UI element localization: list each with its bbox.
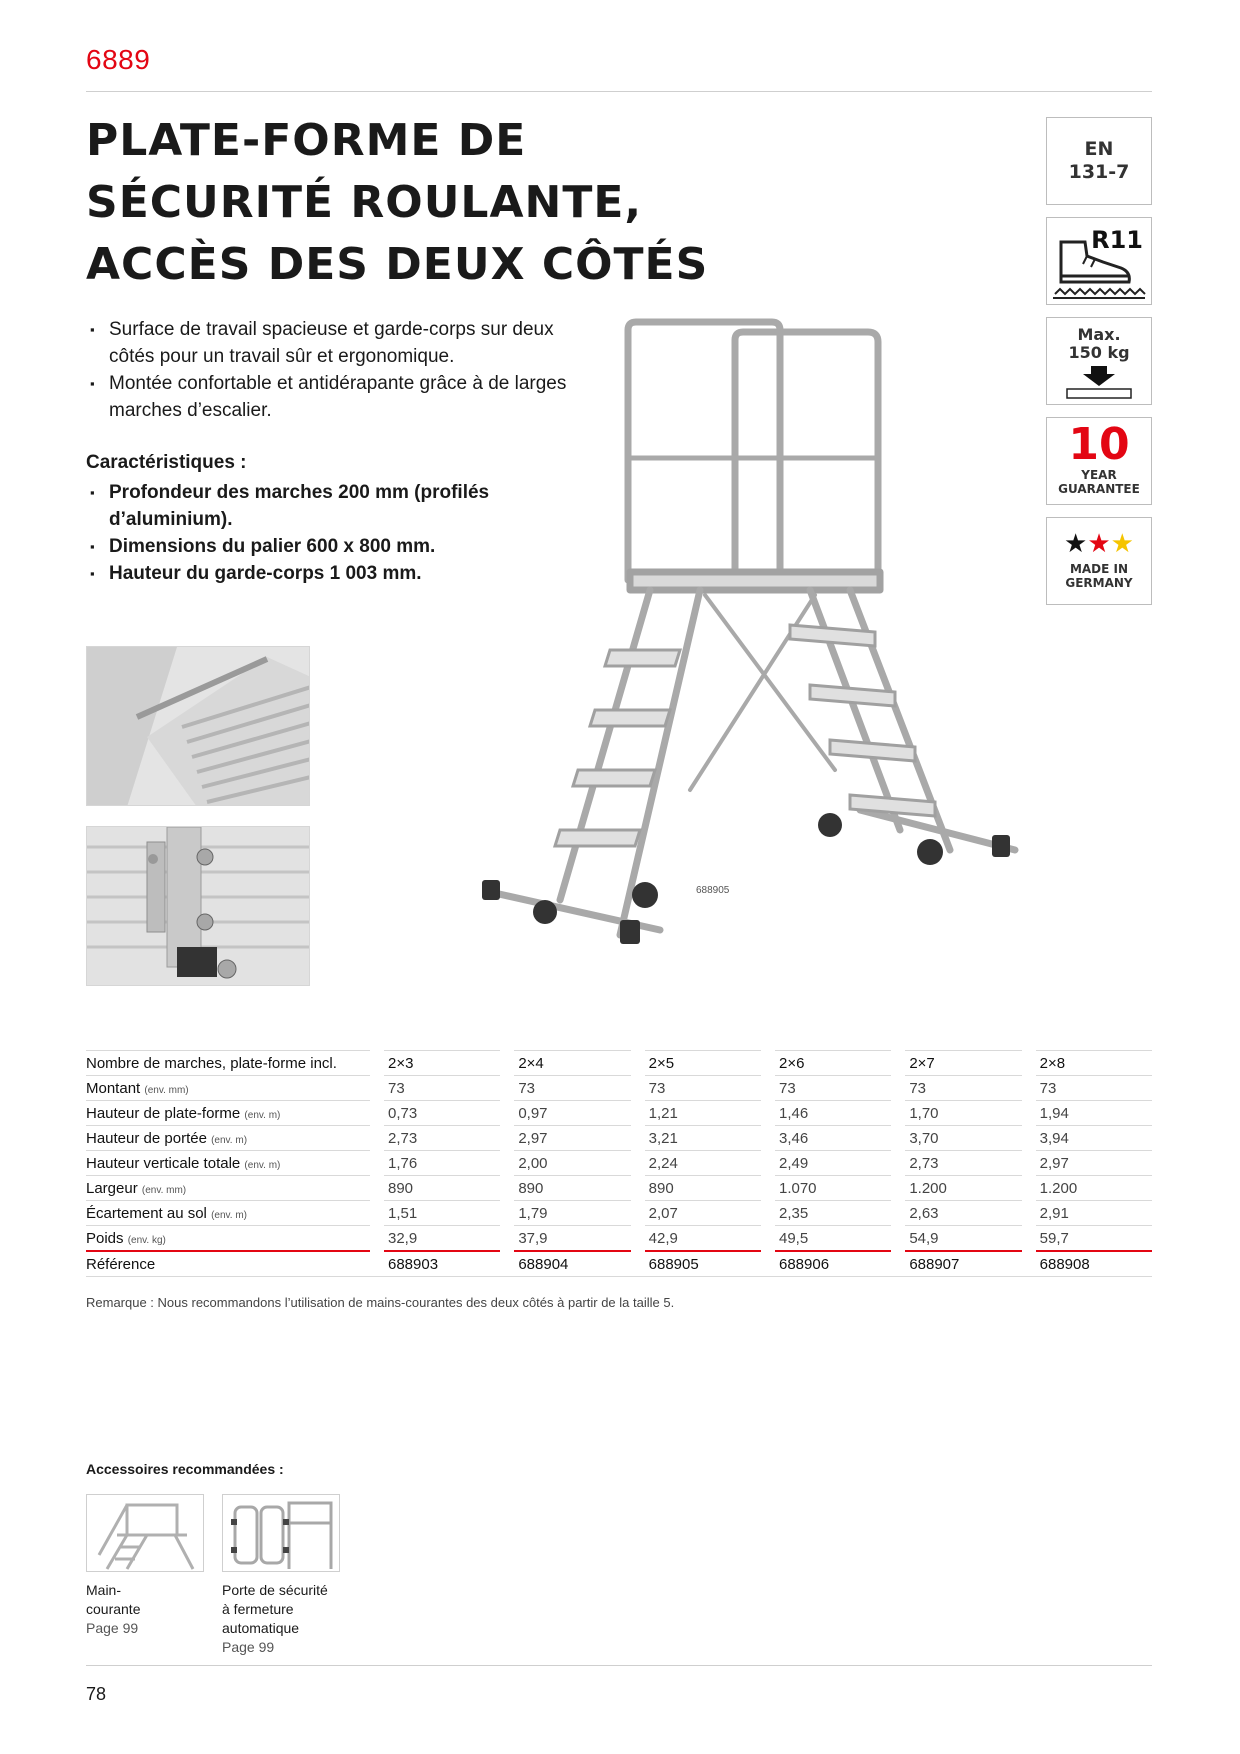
table-cell: 2×7: [905, 1051, 1021, 1076]
cell-gap: [761, 1076, 775, 1101]
specification-table: [86, 1050, 1152, 1277]
cell-gap: [370, 1151, 384, 1176]
star-icon: ★: [1087, 529, 1111, 559]
row-label-cell: [86, 1176, 370, 1201]
table-row: [86, 1251, 1152, 1277]
table-cell: 2×4: [514, 1051, 630, 1076]
step-detail-photo: [86, 646, 310, 806]
table-cell: 1.200: [905, 1176, 1021, 1201]
table-cell: 1.070: [775, 1176, 891, 1201]
accessory-name-line: courante: [86, 1601, 141, 1617]
cell-gap: [500, 1051, 514, 1076]
accessory-safety-gate[interactable]: [222, 1581, 328, 1657]
table-cell: 1,46: [775, 1101, 891, 1126]
page-title: [86, 110, 786, 296]
cell-gap: [1022, 1101, 1036, 1126]
table-cell: 688906: [775, 1251, 891, 1277]
cell-gap: [500, 1126, 514, 1151]
cell-gap: [631, 1176, 645, 1201]
table-cell: 3,46: [775, 1126, 891, 1151]
page-number: 78: [86, 1684, 107, 1704]
cell-gap: [631, 1076, 645, 1101]
table-cell: 2,00: [514, 1151, 630, 1176]
accessory-name-line: Main-: [86, 1582, 122, 1598]
table-row: [86, 1126, 1152, 1151]
table-cell: 3,70: [905, 1126, 1021, 1151]
cell-gap: [500, 1201, 514, 1226]
characteristic-item: ▪ Profondeur des marches 200 mm (profilés d’aluminium).: [90, 479, 590, 533]
row-label-cell: [86, 1126, 370, 1151]
remark-note: Remarque : Nous recommandons l’utilisation de mains-courantes des deux côtés à partir de la taille 5.: [86, 1295, 675, 1310]
weight-arrow-icon: [1047, 362, 1151, 400]
cell-gap: [370, 1176, 384, 1201]
cell-gap: [1022, 1226, 1036, 1252]
cell-gap: [631, 1126, 645, 1151]
feature-item: ▪ Montée confortable et antidérapante grâce à de larges marches d’escalier.: [90, 370, 590, 424]
cell-gap: [1022, 1076, 1036, 1101]
cell-gap: [370, 1201, 384, 1226]
table-cell: 2,24: [645, 1151, 761, 1176]
table-cell: 49,5: [775, 1226, 891, 1252]
table-cell: 0,97: [514, 1101, 630, 1126]
table-cell: 688907: [905, 1251, 1021, 1277]
cell-gap: [1022, 1176, 1036, 1201]
row-label-cell: [86, 1101, 370, 1126]
cell-gap: [891, 1151, 905, 1176]
cell-gap: [1022, 1201, 1036, 1226]
cell-gap: [1022, 1151, 1036, 1176]
cell-gap: [761, 1251, 775, 1277]
cell-gap: [761, 1126, 775, 1151]
table-cell: 2,73: [384, 1126, 500, 1151]
cell-gap: [1022, 1126, 1036, 1151]
row-unit: (env. m): [211, 1134, 248, 1146]
product-code: 6889: [86, 44, 151, 75]
cell-gap: [761, 1101, 775, 1126]
row-label-cell: [86, 1051, 370, 1076]
cell-gap: [500, 1101, 514, 1126]
table-cell: 73: [905, 1076, 1021, 1101]
handrail-accessory-image[interactable]: [86, 1494, 204, 1572]
table-cell: 1,94: [1036, 1101, 1152, 1126]
table-cell: 0,73: [384, 1101, 500, 1126]
table-cell: 3,94: [1036, 1126, 1152, 1151]
table-cell: 2×8: [1036, 1051, 1152, 1076]
table-cell: 54,9: [905, 1226, 1021, 1252]
table-cell: 73: [1036, 1076, 1152, 1101]
cell-gap: [761, 1051, 775, 1076]
cell-gap: [891, 1226, 905, 1252]
row-label-cell: [86, 1076, 370, 1101]
row-label-cell: [86, 1251, 370, 1277]
table-cell: 37,9: [514, 1226, 630, 1252]
cell-gap: [761, 1151, 775, 1176]
table-cell: 73: [645, 1076, 761, 1101]
max-load-badge: [1046, 317, 1152, 405]
product-image: [470, 310, 1030, 950]
guarantee-line: YEAR: [1081, 468, 1117, 482]
title-line: ACCÈS DES DEUX CÔTÉS: [86, 239, 709, 290]
title-line: PLATE-FORME DE: [86, 115, 527, 166]
table-cell: 2×5: [645, 1051, 761, 1076]
table-cell: 688903: [384, 1251, 500, 1277]
table-cell: 42,9: [645, 1226, 761, 1252]
table-cell: 1,21: [645, 1101, 761, 1126]
table-row: [86, 1226, 1152, 1252]
row-unit: (env. m): [244, 1159, 281, 1171]
row-label: Poids: [86, 1229, 124, 1247]
table-cell: 1,51: [384, 1201, 500, 1226]
table-cell: 2,97: [514, 1126, 630, 1151]
cell-gap: [891, 1126, 905, 1151]
accessory-name-line: à fermeture: [222, 1601, 294, 1617]
table-cell: 73: [514, 1076, 630, 1101]
cell-gap: [370, 1126, 384, 1151]
cell-gap: [761, 1226, 775, 1252]
table-row: [86, 1076, 1152, 1101]
table-row: [86, 1176, 1152, 1201]
image-reference-label: 688905: [696, 885, 730, 896]
row-label: Hauteur de plate-forme: [86, 1104, 241, 1122]
row-label: Hauteur de portée: [86, 1129, 207, 1147]
cell-gap: [761, 1176, 775, 1201]
cell-gap: [1022, 1251, 1036, 1277]
cell-gap: [631, 1226, 645, 1252]
table-cell: 73: [384, 1076, 500, 1101]
characteristic-item: ▪ Hauteur du garde-corps 1 003 mm.: [90, 560, 590, 587]
footer-divider: [86, 1665, 1152, 1666]
cell-gap: [891, 1051, 905, 1076]
max-load-label: Max.: [1077, 325, 1121, 344]
cell-gap: [761, 1201, 775, 1226]
cell-gap: [370, 1076, 384, 1101]
table-cell: 688908: [1036, 1251, 1152, 1277]
row-label: Largeur: [86, 1179, 138, 1197]
cell-gap: [891, 1076, 905, 1101]
guarantee-years: 10: [1068, 419, 1130, 470]
table-row: [86, 1051, 1152, 1076]
cell-gap: [370, 1101, 384, 1126]
slip-resistance-badge: [1046, 217, 1152, 305]
flag-stars-icon: [1047, 530, 1151, 558]
safety-gate-accessory-image[interactable]: [222, 1494, 340, 1572]
row-label: Montant: [86, 1079, 141, 1097]
row-label: Écartement au sol: [86, 1204, 207, 1222]
row-unit: (env. m): [244, 1109, 281, 1121]
table-cell: 890: [384, 1176, 500, 1201]
cell-gap: [500, 1176, 514, 1201]
norm-badge-line: 131-7: [1068, 161, 1130, 183]
table-cell: 688905: [645, 1251, 761, 1277]
cell-gap: [1022, 1051, 1036, 1076]
cell-gap: [631, 1051, 645, 1076]
table-cell: 73: [775, 1076, 891, 1101]
cell-gap: [500, 1076, 514, 1101]
table-cell: 2,97: [1036, 1151, 1152, 1176]
row-unit: (env. kg): [127, 1234, 166, 1246]
table-cell: 1,70: [905, 1101, 1021, 1126]
safety-shoe-icon: [1047, 218, 1151, 304]
slip-rating-label: R11: [1091, 226, 1143, 254]
cell-gap: [891, 1101, 905, 1126]
cell-gap: [631, 1151, 645, 1176]
cell-gap: [631, 1201, 645, 1226]
characteristic-item: ▪ Dimensions du palier 600 x 800 mm.: [90, 533, 590, 560]
cell-gap: [500, 1251, 514, 1277]
guarantee-line: GUARANTEE: [1058, 482, 1140, 496]
row-unit: (env. mm): [141, 1184, 187, 1196]
table-cell: 2,07: [645, 1201, 761, 1226]
header-divider: [86, 91, 1152, 92]
row-label-cell: [86, 1151, 370, 1176]
cell-gap: [631, 1251, 645, 1277]
accessory-page-link[interactable]: Page 99: [86, 1620, 139, 1636]
table-cell: 2×3: [384, 1051, 500, 1076]
table-cell: 890: [514, 1176, 630, 1201]
star-icon: ★: [1110, 529, 1134, 559]
cell-gap: [370, 1251, 384, 1277]
made-in-line: GERMANY: [1065, 576, 1133, 590]
accessory-handrail[interactable]: [86, 1581, 140, 1638]
norm-badge-line: EN: [1084, 138, 1114, 160]
table-cell: 688904: [514, 1251, 630, 1277]
row-unit: (env. mm): [144, 1084, 189, 1096]
made-in-germany-badge: [1046, 517, 1152, 605]
table-row: [86, 1101, 1152, 1126]
made-in-line: MADE IN: [1069, 562, 1129, 576]
cell-gap: [631, 1101, 645, 1126]
cell-gap: [891, 1251, 905, 1277]
table-cell: 2×6: [775, 1051, 891, 1076]
accessory-name-line: Porte de sécurité: [222, 1582, 328, 1598]
table-cell: 2,91: [1036, 1201, 1152, 1226]
table-cell: 2,35: [775, 1201, 891, 1226]
title-line: SÉCURITÉ ROULANTE,: [86, 177, 643, 228]
table-cell: 2,63: [905, 1201, 1021, 1226]
row-label: Nombre de marches, plate-forme incl.: [86, 1054, 337, 1072]
row-label: Référence: [86, 1255, 156, 1273]
star-icon: ★: [1064, 529, 1088, 559]
table-cell: 2,49: [775, 1151, 891, 1176]
cell-gap: [500, 1226, 514, 1252]
norm-badge: [1046, 117, 1152, 205]
bolt-detail-photo: [86, 826, 310, 986]
table-cell: 3,21: [645, 1126, 761, 1151]
accessory-name-line: automatique: [222, 1620, 300, 1636]
row-unit: (env. m): [211, 1209, 248, 1221]
row-label-cell: [86, 1201, 370, 1226]
guarantee-badge: [1046, 417, 1152, 505]
row-label: Hauteur verticale totale: [86, 1154, 241, 1172]
accessories-heading: Accessoires recommandées :: [86, 1461, 284, 1477]
cell-gap: [500, 1151, 514, 1176]
accessory-page-link[interactable]: Page 99: [222, 1639, 275, 1655]
table-cell: 32,9: [384, 1226, 500, 1252]
cell-gap: [370, 1226, 384, 1252]
table-cell: 890: [645, 1176, 761, 1201]
cell-gap: [891, 1176, 905, 1201]
row-label-cell: [86, 1226, 370, 1252]
table-cell: 2,73: [905, 1151, 1021, 1176]
max-load-value: 150 kg: [1068, 343, 1130, 362]
table-cell: 59,7: [1036, 1226, 1152, 1252]
table-cell: 1,76: [384, 1151, 500, 1176]
table-cell: 1,79: [514, 1201, 630, 1226]
cell-gap: [370, 1051, 384, 1076]
table-row: [86, 1201, 1152, 1226]
characteristics-heading: Caractéristiques :: [86, 452, 247, 473]
table-cell: 1.200: [1036, 1176, 1152, 1201]
feature-item: ▪ Surface de travail spacieuse et garde-corps sur deux côtés pour un travail sûr et ergonomique.: [90, 316, 590, 370]
cell-gap: [891, 1201, 905, 1226]
table-row: [86, 1151, 1152, 1176]
